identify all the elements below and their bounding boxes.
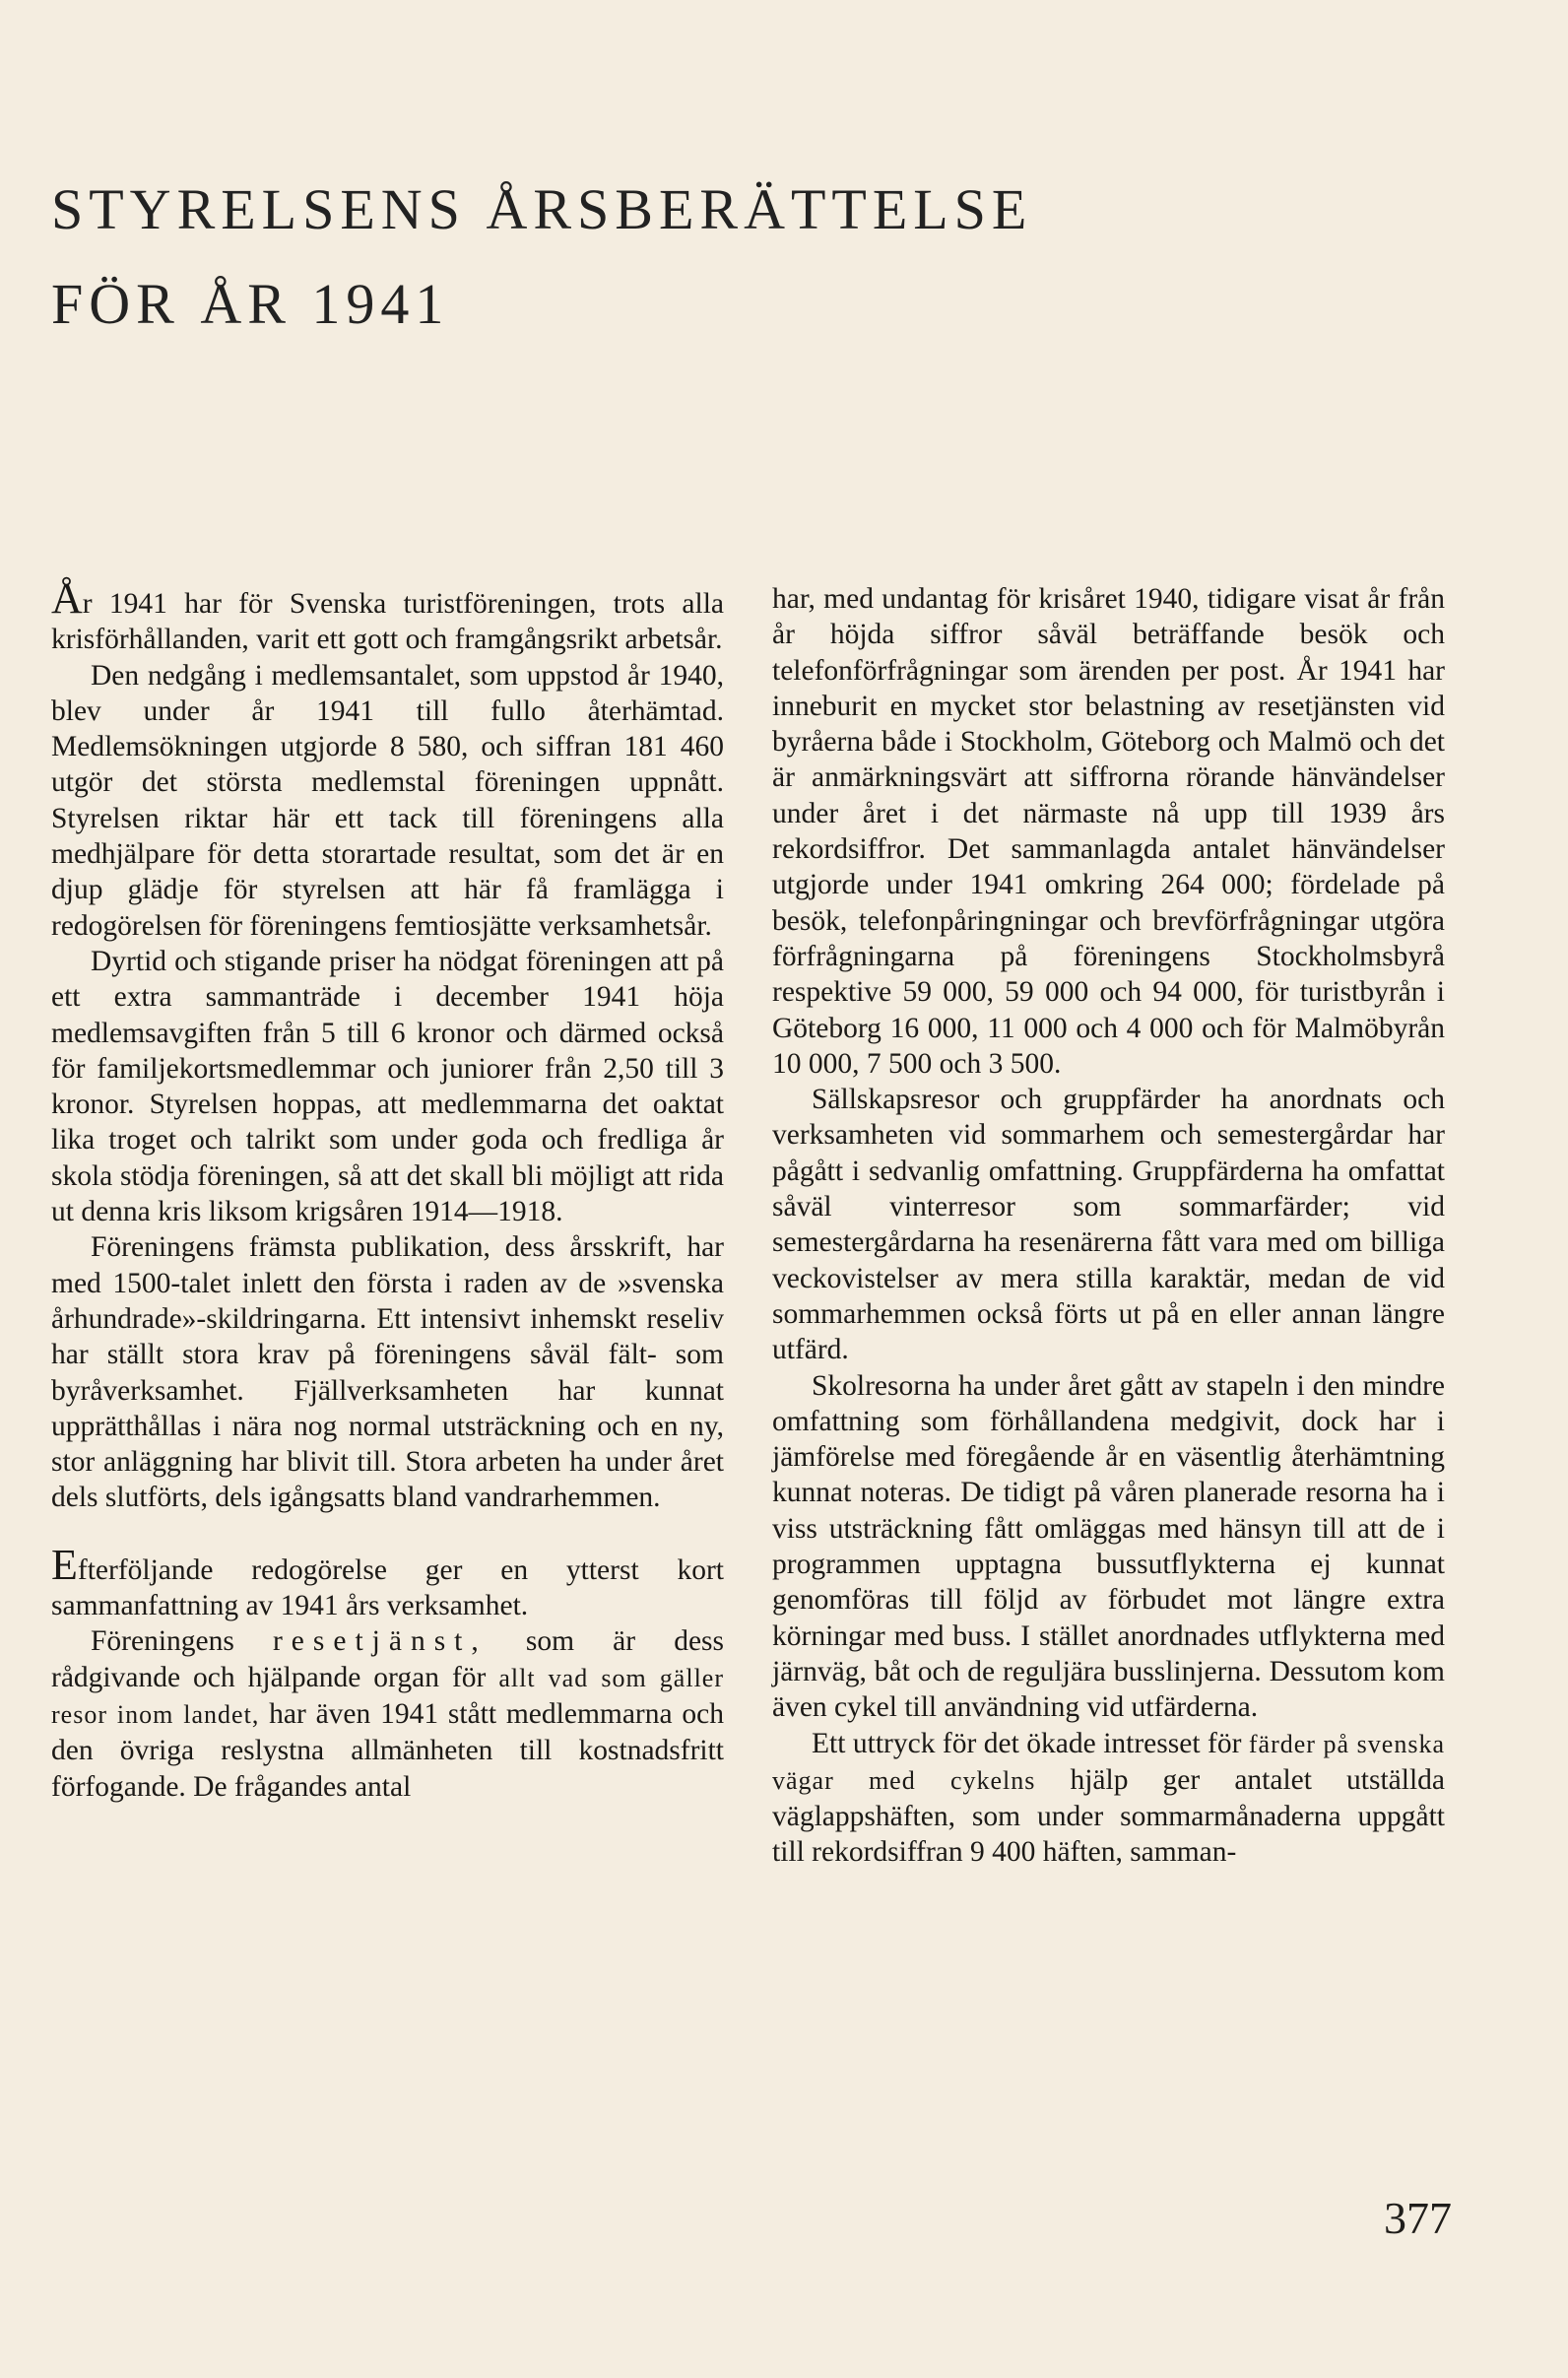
paragraph: Skolresorna ha under året gått av stapeln i den mindre omfattning som förhållandena medgivit, dock har i jämförelse med föregående år en väsentlig återhämtning kunnat noteras. De tidigt på våren planerade resorna ha i viss utsträckning fått omläggas med hänsyn till att de i programmen upptagna bussutflykterna ej kunnat genomföras till följd av förbudet mot längre extra körningar med buss. I stället anordnades utflykterna med järnväg, båt och de reguljära busslinjerna. Dessutom kom även cykel till användning vid utfärderna.	[772, 1369, 1445, 1724]
paragraph: Dyrtid och stigande priser ha nödgat föreningen att på ett extra sammanträde i december 1941 höja medlemsavgiften från 5 till 6 kronor och därmed också för familjekortsmedlemmar och juniorer från 2,50 till 3 kronor. Styrelsen hoppas, att medlemmarna det oaktat lika troget och talrikt som under goda och fredliga år skola stödja föreningen, så att det skall bli möjligt att rida ut denna kris liksom krigsåren 1914—1918.	[51, 945, 724, 1228]
paragraph: Efterföljande redogörelse ger en ytterst kort sammanfattning av 1941 års verksamhet.	[51, 1540, 724, 1622]
paragraph: År 1941 har för Svenska turistföreningen, trots alla krisförhållanden, varit ett gott och framgångsrikt arbetsår.	[51, 574, 724, 656]
left-column	[51, 574, 724, 1805]
page-number: 377	[1384, 2193, 1452, 2243]
paragraph: Föreningens resetjänst, som är dess rådgivande och hjälpande organ för allt vad som gäller resor inom landet, har även 1941 stått medlemmarna och den övriga reslystna allmänheten till kostnadsfritt förfogande. De frågandes antal	[51, 1625, 724, 1803]
paragraph: har, med undantag för krisåret 1940, tidigare visat år från år höjda siffror såväl beträffande besök och telefonförfrågningar som ärenden per post. År 1941 har inneburit en mycket stor belastning av resetjänsten vid byråerna både i Stockholm, Göteborg och Malmö och det är anmärkningsvärt att siffrorna rörande hänvändelser under året i det närmaste nå upp till 1939 års rekordsiffror. Det sammanlagda antalet hänvändelser utgjorde under 1941 omkring 264 000; fördelade på besök, telefonpåringningar och brevförfrågningar utgöra förfrågningarna på föreningens Stockholmsbyrå respektive 59 000, 59 000 och 94 000, för turistbyrån i Göteborg 16 000, 11 000 och 4 000 och för Malmöbyrån 10 000, 7 500 och 3 500.	[772, 583, 1445, 1080]
paragraph: Den nedgång i medlemsantalet, som uppstod år 1940, blev under år 1941 till fullo återhämtad. Medlemsökningen utgjorde 8 580, och siffran 181 460 utgör det största medlemstal föreningen uppnått. Styrelsen riktar här ett tack till föreningens alla medhjälpare för detta storartade resultat, som det är en djup glädje för styrelsen att här få framlägga i redogörelsen för föreningens femtiosjätte verksamhetsår.	[51, 659, 724, 942]
paragraph: Sällskapsresor och gruppfärder ha anordnats och verksamheten vid sommarhem och semestergårdar har pågått i sedvanlig omfattning. Gruppfärderna ha omfattat såväl vinterresor som sommarfärder; vid semestergårdarna ha resenärerna fått vara med om billiga veckovistelser av mera stilla karaktär, medan de vid sommarhemmen också förts ut på en eller annan längre utfärd.	[772, 1084, 1445, 1366]
drop-cap: E	[51, 1540, 78, 1589]
paragraph: Föreningens främsta publikation, dess årsskrift, har med 1500-talet inlett den första i raden av de »svenska århundrade»-skildringarna. Ett intensivt inhemskt reseliv har ställt stora krav på föreningens såväl fält- som byråverksamhet. Fjällverksamheten har kunnat upprätthållas i nära nog normal utsträckning och en ny, stor anläggning har blivit till. Stora arbeten ha under året dels slutförts, dels igångsatts bland vandrarhemmen.	[51, 1231, 724, 1514]
title-line-2: FÖR ÅR 1941	[51, 272, 450, 336]
spaced-term: resetjänst,	[272, 1625, 488, 1658]
right-column	[772, 581, 1445, 1871]
paragraph: Ett uttryck för det ökade intresset för färder på svenska vägar med cykelns hjälp ger antalet utställda väglappshäften, som under sommarmånaderna uppgått till rekordsiffran 9 400 häften, samman-	[772, 1727, 1445, 1869]
title-line-1: STYRELSENS ÅRSBERÄTTELSE	[51, 177, 1033, 241]
drop-cap: Å	[51, 574, 83, 623]
page-title	[51, 163, 1032, 352]
